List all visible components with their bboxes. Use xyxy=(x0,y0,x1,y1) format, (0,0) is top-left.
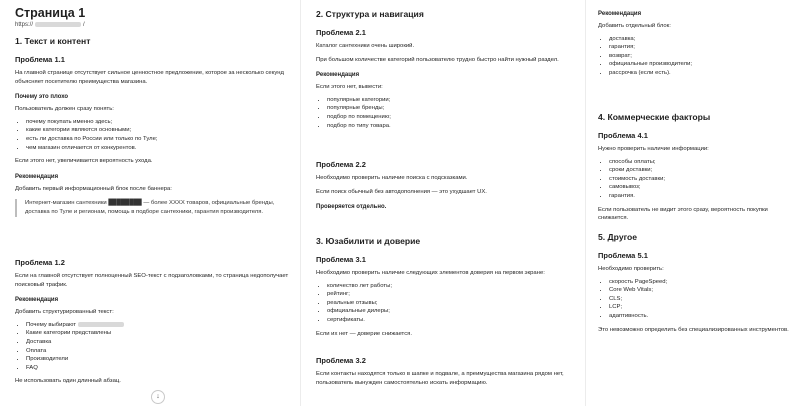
block-2-3 xyxy=(301,228,585,346)
list-item: • подбор по помещению; xyxy=(327,113,577,122)
list-item: • способы оплаты; xyxy=(609,158,792,167)
list-item: • популярные бренды; xyxy=(327,104,577,113)
list-item: • гарантия; xyxy=(609,43,792,52)
list-item: • какие категории являются основными; xyxy=(26,126,292,135)
problem-1-2-title: Проблема 1.2 xyxy=(15,258,65,267)
tail-text: Это невозможно определить без специализированных инструментов. xyxy=(598,326,789,333)
checked-separately-text: Проверяется отдельно. xyxy=(316,204,387,211)
list-item: • адаптивность. xyxy=(609,312,792,321)
problem-4-1-title: Проблема 4.1 xyxy=(598,131,648,140)
block-1-2 xyxy=(0,252,300,406)
section-5-heading: 5. Другое xyxy=(598,232,638,242)
list-item: • есть ли доставка по России или только по Туле; xyxy=(26,135,292,144)
list-item: • официальные производители; xyxy=(609,60,792,69)
recommendation-text: Добавить первый информационный блок после баннера: xyxy=(15,185,172,192)
must-understand-text: Пользователь должен сразу понять: xyxy=(15,106,114,113)
section-1-heading: 1. Текст и контент xyxy=(15,36,91,47)
list-item: • сроки доставки; xyxy=(609,166,792,175)
list-item: • CLS; xyxy=(609,295,792,304)
list-item: • рейтинг; xyxy=(327,290,577,299)
problem-1-1-text: На главной странице отсутствует сильное ценностное предложение, которое за несколько секунд объясняет посетителю преимущества магазина. xyxy=(15,70,284,85)
block-3-1 xyxy=(586,0,800,98)
problem-5-1-title: Проблема 5.1 xyxy=(598,251,648,260)
list-item: • реальные отзывы; xyxy=(327,299,577,308)
reasons-list xyxy=(15,118,292,152)
list-item: • Почему выбирают xyxy=(26,321,292,330)
block-1-1 xyxy=(0,0,300,228)
tail-text: Если их нет — доверие снижается. xyxy=(316,330,412,337)
list-item: • сертификаты. xyxy=(327,316,577,325)
why-bad-heading: Почему это плохо xyxy=(15,94,69,101)
problem-2-1-text2: При большом количестве категорий пользователю трудно быстро найти нужный раздел. xyxy=(316,56,559,63)
list-item: • подбор по типу товара. xyxy=(327,122,577,131)
problem-5-1-text: Необходимо проверить: xyxy=(598,266,664,272)
section-2-heading: 2. Структура и навигация xyxy=(316,9,424,19)
problem-4-1-text: Нужно проверить наличие информации: xyxy=(598,146,709,152)
block-3-3 xyxy=(586,224,800,344)
problem-1-2-text: Если на главной отсутствует полноценный SEO-текст с подзаголовками, то страница недополучает поисковый трафик. xyxy=(15,273,289,288)
list-item: • Core Web Vitals; xyxy=(609,286,792,295)
problem-2-2-text1: Необходимо проверить наличие поиска с подсказками. xyxy=(316,175,468,181)
block-3-2 xyxy=(586,100,800,222)
navigation-list xyxy=(316,96,577,130)
list-item: • чем магазин отличается от конкурентов. xyxy=(26,144,292,153)
structure-list xyxy=(15,321,292,373)
list-item: • почему покупать именно здесь; xyxy=(26,118,292,127)
problem-3-2-text: Если контакты находятся только в шапке и подвале, а преимущества магазина рядом нет, пользователь вынужден самостоятельно искать информацию. xyxy=(316,371,564,386)
tail-text: Не использовать один длинный абзац. xyxy=(15,378,121,385)
problem-2-2-title: Проблема 2.2 xyxy=(316,160,366,169)
recommendation-heading: Рекомендация xyxy=(15,297,59,304)
commerce-list xyxy=(598,158,792,201)
recommendation-text: Если этого нет, вывести: xyxy=(316,84,383,91)
list-item: • LCP; xyxy=(609,303,792,312)
recommendation-text: Добавить структурированный текст: xyxy=(15,309,114,316)
quote-block: Интернет-магазин сантехники ████████ — более XXXX товаров, официальные бренды, доставка по Туле и регионам, помощь в подборе сантехники, гарантия производителя. xyxy=(15,199,292,216)
list-item: • гарантия. xyxy=(609,192,792,201)
problem-1-1-title: Проблема 1.1 xyxy=(15,55,65,65)
block-2-1 xyxy=(301,0,585,146)
list-item: • стоимость доставки; xyxy=(609,175,792,184)
trust-list xyxy=(316,282,577,325)
scroll-down-button[interactable] xyxy=(151,390,165,404)
block-2-2 xyxy=(301,153,585,227)
page-url[interactable]: https:// / xyxy=(15,22,85,29)
problem-3-1-text: Необходимо проверить наличие следующих элементов доверия на первом экране: xyxy=(316,270,545,276)
list-item: • официальные дилеры; xyxy=(327,307,577,316)
list-item: • Какие категории представлены xyxy=(26,329,292,338)
arrow-down-icon: ↓ xyxy=(156,393,160,400)
list-item: • доставка; xyxy=(609,35,792,44)
problem-3-1-title: Проблема 3.1 xyxy=(316,255,366,264)
section-4-heading: 4. Коммерческие факторы xyxy=(598,112,711,122)
redacted-name xyxy=(78,322,124,327)
list-item: • популярные категории; xyxy=(327,96,577,105)
list-item: • FAQ xyxy=(26,364,292,373)
block-2-4 xyxy=(301,347,585,406)
list-item: • Оплата xyxy=(26,347,292,356)
column-3 xyxy=(586,0,800,406)
recommendation-text: Добавить отдельный блок: xyxy=(598,23,671,29)
recommendation-heading: Рекомендация xyxy=(598,11,642,17)
list-item: • количество лет работы; xyxy=(327,282,577,291)
redacted-domain xyxy=(35,22,81,27)
column-1 xyxy=(0,0,300,406)
list-item: • скорость PageSpeed; xyxy=(609,278,792,287)
recommendation-heading: Рекомендация xyxy=(316,72,360,79)
list-item: • рассрочка (если есть). xyxy=(609,69,792,78)
consequence-text: Если этого нет, увеличивается вероятность ухода. xyxy=(15,158,153,165)
problem-2-1-text1: Каталог сантехники очень широкий. xyxy=(316,43,415,49)
recommendation-heading: Рекомендация xyxy=(15,173,59,180)
list-item: • возврат; xyxy=(609,52,792,61)
problem-3-2-title: Проблема 3.2 xyxy=(316,356,366,365)
problem-2-2-text2: Если поиск обычный без автодополнения — это ухудшает UX. xyxy=(316,188,487,195)
benefits-list xyxy=(598,35,792,78)
section-3-heading: 3. Юзабилити и доверие xyxy=(316,236,421,246)
problem-2-1-title: Проблема 2.1 xyxy=(316,28,366,37)
list-item: • Производители xyxy=(26,355,292,364)
tail-text: Если пользователь не видит этого сразу, вероятность покупки снижается. xyxy=(598,206,768,222)
page-title: Страница 1 xyxy=(15,6,86,20)
performance-list xyxy=(598,278,792,321)
list-item: • Доставка xyxy=(26,338,292,347)
list-item: • самовывоз; xyxy=(609,183,792,192)
column-2 xyxy=(301,0,585,406)
